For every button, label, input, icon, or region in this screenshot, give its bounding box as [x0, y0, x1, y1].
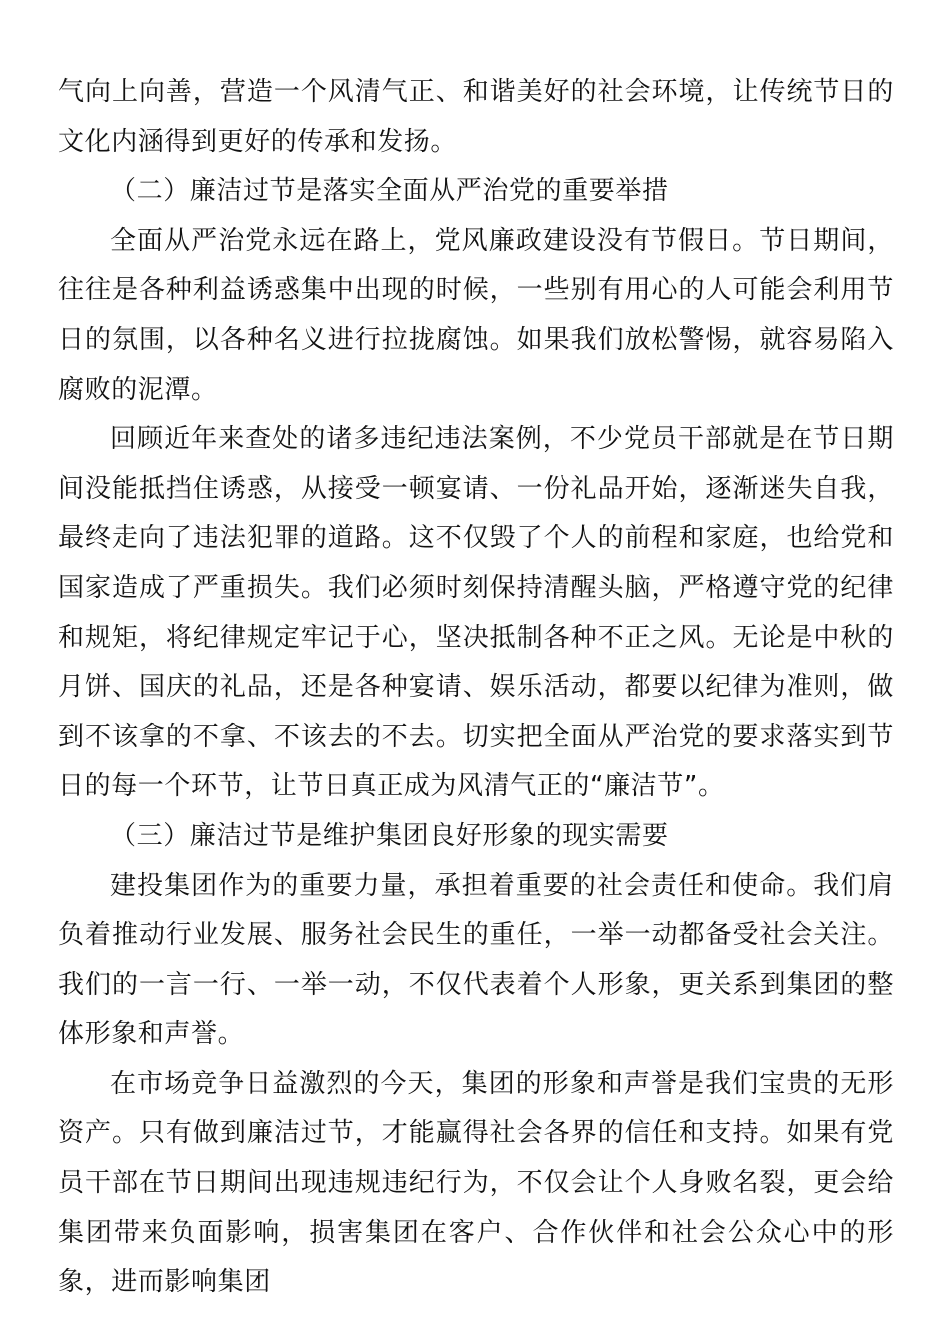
paragraph-continuation: 气向上向善，营造一个风清气正、和谐美好的社会环境，让传统节日的文化内涵得到更好的传承和发扬。 [58, 77, 894, 157]
paragraph-group-reputation: 在市场竞争日益激烈的今天，集团的形象和声誉是我们宝贵的无形资产。只有做到廉洁过节，才能赢得社会各界的信任和支持。如果有党员干部在节日期间出现违规违纪行为，不仅会让个人身败名裂，更会给集团带来负面影响，损害集团在客户、合作伙伴和社会公众心中的形象，进而影响集团 [58, 1068, 894, 1298]
section-heading-2: （二）廉洁过节是落实全面从严治党的重要举措 [110, 176, 669, 207]
document-body [58, 68, 894, 1308]
paragraph-strict-governance: 全面从严治党永远在路上，党风廉政建设没有节假日。节日期间，往往是各种利益诱惑集中出现的时候，一些别有用心的人可能会利用节日的氛围，以各种名义进行拉拢腐蚀。如果我们放松警惕，就容易陷入腐败的泥潭。 [58, 225, 894, 405]
paragraph-group-responsibility: 建投集团作为的重要力量，承担着重要的社会责任和使命。我们肩负着推动行业发展、服务社会民生的重任，一举一动都备受社会关注。我们的一言一行、一举一动，不仅代表着个人形象，更关系到集团的整体形象和声誉。 [58, 870, 894, 1050]
paragraph-case-review: 回顾近年来查处的诸多违纪违法案例，不少党员干部就是在节日期间没能抵挡住诱惑，从接受一顿宴请、一份礼品开始，逐渐迷失自我，最终走向了违法犯罪的道路。这不仅毁了个人的前程和家庭，也给党和国家造成了严重损失。我们必须时刻保持清醒头脑，严格遵守党的纪律和规矩，将纪律规定牢记于心，坚决抵制各种不正之风。无论是中秋的月饼、国庆的礼品，还是各种宴请、娱乐活动，都要以纪律为准则，做到不该拿的不拿、不该去的不去。切实把全面从严治党的要求落实到节日的每一个环节，让节日真正成为风清气正的“廉洁节”。 [58, 424, 894, 802]
section-heading-3: （三）廉洁过节是维护集团良好形象的现实需要 [110, 820, 669, 851]
